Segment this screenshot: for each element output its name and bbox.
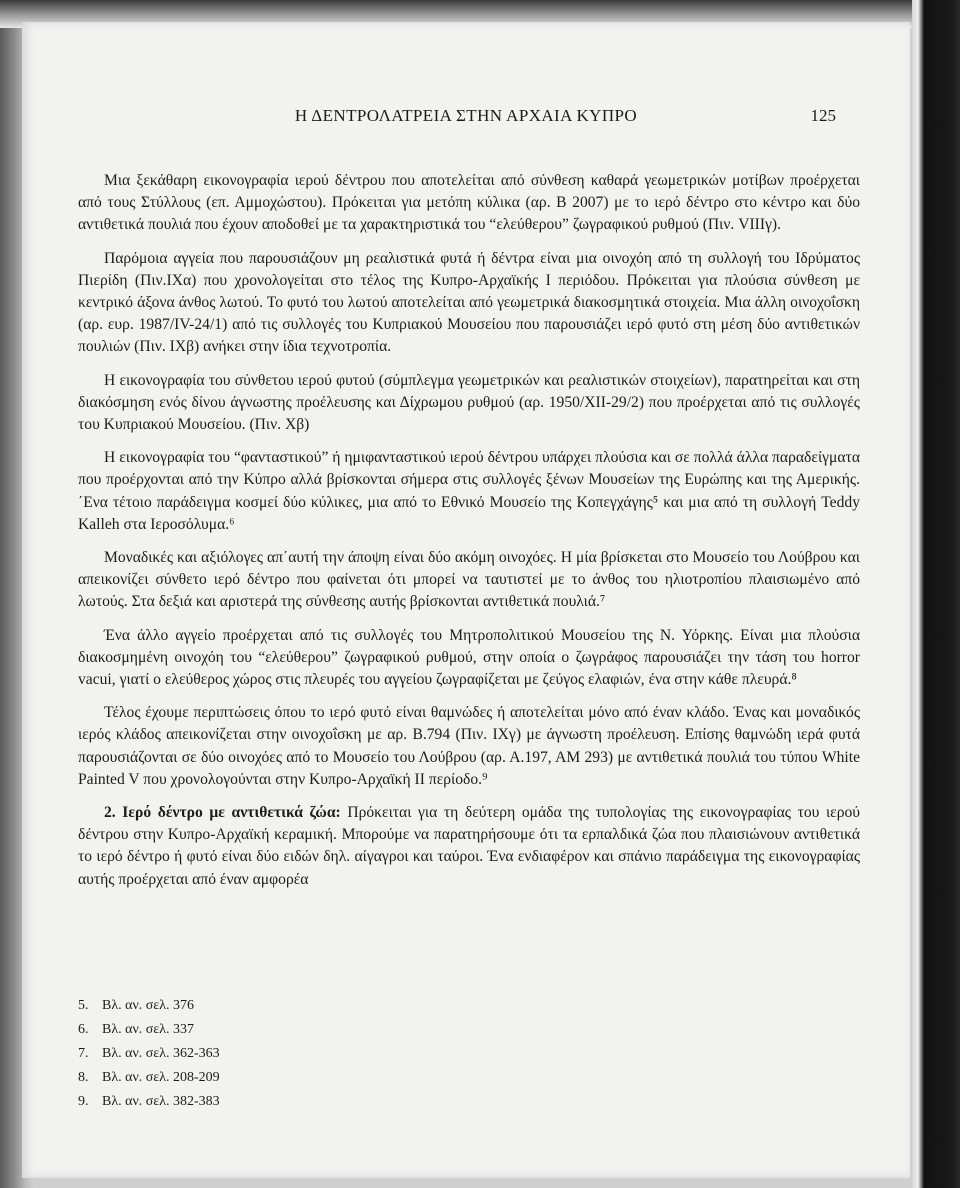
paragraph-1: Μια ξεκάθαρη εικονογραφία ιερού δέντρου που αποτελείται από σύνθεση καθαρά γεωμετρικών μοτίβων προέρχεται από τους Στύλλους (επ. Αμμοχώστου). Πρόκειται για μετόπη κύλικα (αρ. Β 2007) με το ιερό δέντρο στο κέντρο και δύο αντιθετικά πουλιά που έχουν αποδοθεί με τα χαρακτηριστικά του “ελεύθερου” ζωγραφικού ρυθμού (Πιν. VIIIγ).: [78, 172, 860, 234]
footnote-text: Βλ. αν. σελ. 376: [102, 998, 195, 1013]
paragraph-section-2: [78, 802, 860, 891]
body-text: [78, 170, 860, 899]
footnote-number: 5.: [78, 998, 89, 1013]
footnote: [78, 1018, 478, 1042]
footnote: [78, 1090, 478, 1114]
footnote: [78, 1066, 478, 1090]
running-head: Η ΔΕΝΤΡΟΛΑΤΡΕΙΑ ΣΤΗΝ ΑΡΧΑΙΑ ΚΥΠΡΟ: [294, 106, 638, 125]
footnote-text: Βλ. αν. σελ. 362-363: [102, 1046, 220, 1061]
paragraph-5: Μοναδικές και αξιόλογες απ΄αυτή την άποψη είναι δύο ακόμη οινοχόες. Η μία βρίσκεται στο Μουσείο του Λούβρου και απεικονίζει σύνθετο ιερό δέντρο που φαίνεται ότι μπορεί να ταυτιστεί με το άνθος του ηλιοτροπίου πλαισιωμένο από λωτούς. Στα δεξιά και αριστερά της σύνθεσης αυτής βρίσκονται αντιθετικά πουλιά.⁷: [78, 549, 860, 611]
footnote-number: 7.: [78, 1046, 89, 1061]
section-heading: 2. Ιερό δέντρο με αντιθετικά ζώα:: [104, 804, 341, 822]
footnotes: [78, 994, 478, 1114]
section-text: Πρόκειται για τη δεύτερη ομάδα της τυπολογίας της εικονογραφίας του ιερού δέντρου στην Κυπρο-Αρχαϊκή κεραμική. Μπορούμε να παρατηρήσουμε ότι τα ερπαλδικά ζώα που πλαισιώνουν αντιθετικά το ιερό δέντρο ή φυτό είναι δύο ειδών δηλ. αίγαγροι και ταύροι. Ένα ενδιαφέρον και σπάνιο παράδειγμα της εικονογραφίας αυτής προέρχεται από έναν αμφορέα: [78, 804, 860, 888]
footnote-number: 9.: [78, 1094, 89, 1109]
footnote: [78, 994, 478, 1018]
paragraph-6: Ένα άλλο αγγείο προέρχεται από τις συλλογές του Μητροπολιτικού Μουσείου της Ν. Υόρκης. Είναι μια πλούσια διακοσμημένη οινοχόη του “ελεύθερου” ζωγραφικού ρυθμού, στην οποία ο ζωγράφος παρουσιάζει την τάση του horror vacui, γιατί ο ελεύθερος χώρος στις πλευρές του αγγείου ζωγραφίζεται με ζεύγος ελαφιών, ένα στην κάθε πλευρά.⁸: [78, 626, 860, 689]
footnote-text: Βλ. αν. σελ. 208-209: [102, 1070, 220, 1085]
footnote-text: Βλ. αν. σελ. 382-383: [102, 1094, 220, 1109]
footnote-text: Βλ. αν. σελ. 337: [102, 1022, 195, 1037]
paragraph-2: Παρόμοια αγγεία που παρουσιάζουν μη ρεαλιστικά φυτά ή δέντρα είναι μια οινοχόη από τη συλλογή του Ιδρύματος Πιερίδη (Πιν.ΙΧα) που χρονολογείται στο τέλος της Κυπρο-Αρχαϊκής Ι περιόδου. Πρόκειται για πλούσια σύνθεση με κεντρικό άξονα άνθος λωτού. Το φυτό του λωτού αποτελείται από γεωμετρικά διακοσμητικά στοιχεία. Μια άλλη οινοχοΐσκη (αρ. ευρ. 1987/IV-24/1) από τις συλλογές του Κυπριακού Μουσείου που παρουσιάζει ιερό φυτό στη μέση δύο αντιθετικών πουλιών (Πιν. ΙΧβ) ανήκει στην ίδια τεχνοτροπία.: [78, 249, 860, 356]
paragraph-4: Η εικονογραφία του “φανταστικού” ή ημιφανταστικού ιερού δέντρου υπάρχει πλούσια και σε πολλά άλλα παραδείγματα που προέρχονται από την Κύπρο αλλά βρίσκονται σήμερα στις συλλογές ξένων Μουσείων της Ευρώπης και της Αμερικής. ΄Ενα τέτοιο παράδειγμα κοσμεί δύο κύλικες, μια από το Εθνικό Μουσείο της Κοπεγχάγης⁵ και μια από τη συλλογή Teddy Kalleh στα Ιεροσόλυμα.⁶: [78, 449, 860, 533]
scan-right-edge: [912, 0, 960, 1188]
paragraph-3: Η εικονογραφία του σύνθετου ιερού φυτού (σύμπλεγμα γεωμετρικών και ρεαλιστικών στοιχείων), παρατηρείται και στη διακόσμηση ενός δίνου άγνωστης προέλευσης και Δίχρωμου ρυθμού (αρ. 1950/ΧΙΙ-29/2) που προέρχεται από τις συλλογές του Κυπριακού Μουσείου. (Πιν. Χβ): [78, 371, 860, 434]
footnote: [78, 1042, 478, 1066]
footnote-number: 6.: [78, 1022, 89, 1037]
footnote-number: 8.: [78, 1070, 89, 1085]
book-page: [22, 22, 910, 1178]
paragraph-7: Τέλος έχουμε περιπτώσεις όπου το ιερό φυτό είναι θαμνώδες ή αποτελείται μόνο από έναν κλάδο. Ένας και μοναδικός ιερός κλάδος απεικονίζεται στην οινοχοΐσκη με αρ. Β.794 (Πιν. ΙΧγ) με άγνωστη προέλευση. Επίσης θαμνώδη ιερά φυτά παρουσιάζονται σε δύο οινοχόες από το Μουσείο του Λούβρου (αρ. Α.197, ΑΜ 293) με αντιθετικά πουλιά του τύπου White Painted V που χρονολογούνται στην Κυπρο-Αρχαϊκή ΙΙ περίοδο.⁹: [78, 704, 860, 788]
page-number: 125: [810, 106, 836, 125]
